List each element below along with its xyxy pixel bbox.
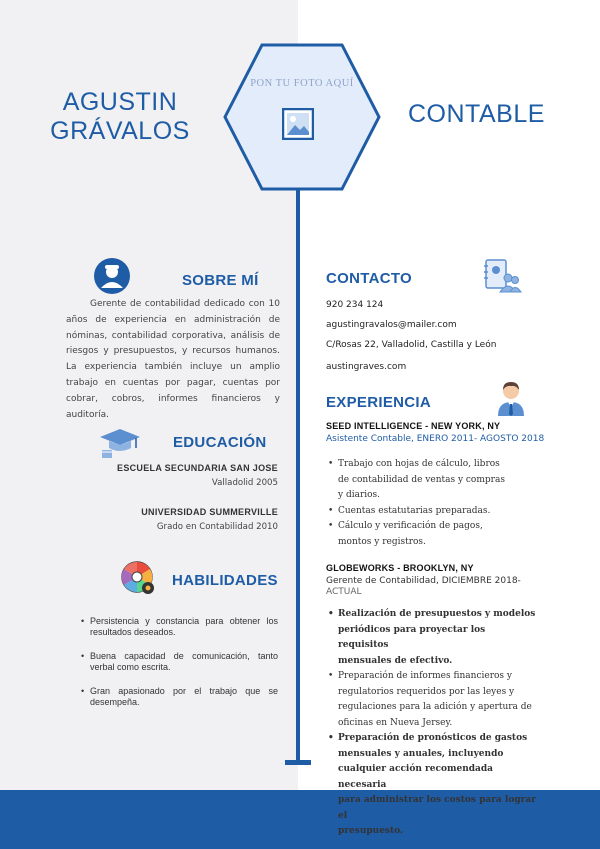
timeline-cap: [285, 760, 311, 765]
address-book-icon: [482, 258, 522, 294]
job-bullet: • Realización de presupuestos y modelos: [338, 607, 538, 623]
job-bullet-continuation: regulaciones para la adición y apertura de: [338, 702, 532, 712]
job-company: SEED INTELLIGENCE - NEW YORK, NY: [326, 421, 501, 431]
education-school: UNIVERSIDAD SUMMERVILLE: [141, 507, 278, 517]
name-line-1: AGUSTIN: [62, 88, 178, 116]
job-role-continuation: ACTUAL: [326, 587, 362, 597]
education-detail: Grado en Contabilidad 2010: [156, 522, 278, 532]
color-wheel-gear-icon: [120, 560, 156, 596]
job-role: Gerente de Contabilidad, DICIEMBRE 2018-: [326, 576, 521, 586]
job-bullet: • Preparación de pronósticos de gastos: [338, 731, 538, 747]
about-text: Gerente de contabilidad dedicado con 10 años de experiencia en administración de nóminas, contabilidad corporativa, análisis de riesgos y presupuestos, y recursos humanos. La experiencia también incluye un amplio trabajo en cuentas por pagar, cuentas por cobrar, cobros, informes financieros y auditoría.: [66, 299, 280, 420]
job-bullet: • Preparación de informes financieros y: [338, 669, 538, 685]
timeline-line: [296, 190, 300, 764]
about-heading: SOBRE MÍ: [182, 272, 259, 289]
skills-heading: HABILIDADES: [172, 572, 278, 589]
user-avatar-icon: [94, 258, 130, 294]
job-bullet: • Cuentas estatutarias preparadas.: [338, 504, 538, 520]
graduation-cap-icon: [98, 426, 142, 460]
contact-heading: CONTACTO: [326, 270, 413, 287]
education-entry: [80, 461, 278, 491]
businessman-icon: [496, 378, 526, 416]
skill-item: • Persistencia y constancia para obtener los resultados deseados.: [90, 616, 278, 638]
job-bullet-continuation: para administrar los costos para lograr el: [338, 795, 536, 821]
photo-placeholder-text: PON TU FOTO AQUÍ: [250, 78, 354, 89]
contact-website[interactable]: austingraves.com: [326, 362, 407, 372]
contact-email[interactable]: agustingravalos@mailer.com: [326, 320, 457, 330]
candidate-name: [40, 88, 200, 146]
education-entry: [80, 505, 278, 535]
job-bullet-continuation: oficinas en Nueva Jersey.: [338, 717, 453, 728]
job-company: GLOBEWORKS - BROOKLYN, NY: [326, 563, 474, 573]
skill-item: • Gran apasionado por el trabajo que se desempeña.: [90, 686, 278, 708]
education-detail: Valladolid 2005: [211, 478, 278, 488]
job-bullet-continuation: mensuales de efectivo.: [338, 655, 453, 666]
skill-item: • Buena capacidad de comunicación, tanto verbal como escrita.: [90, 651, 278, 673]
job-role: Asistente Contable, ENERO 2011- AGOSTO 2018: [326, 434, 545, 444]
job-bullet-continuation: y diarios.: [338, 490, 381, 500]
job-bullet-continuation: de contabilidad de ventas y compras: [338, 474, 505, 485]
job-bullet: • Trabajo con hojas de cálculo, libros: [338, 457, 538, 473]
job-bullet-continuation: mensuales y anuales, incluyendo: [338, 748, 504, 759]
job-bullet-continuation: periódicos para proyectar los requisitos: [338, 624, 486, 650]
job-bullet-continuation: regulatorios requeridos por las leyes y: [338, 686, 515, 697]
name-line-2: GRÁVALOS: [50, 117, 190, 145]
contact-address: C/Rosas 22, Valladolid, Castilla y León: [326, 340, 497, 350]
skills-list: [90, 616, 278, 721]
education-heading: EDUCACIÓN: [173, 434, 267, 451]
experience-heading: EXPERIENCIA: [326, 394, 431, 411]
job-bullet-list: [338, 607, 538, 840]
contact-phone[interactable]: 920 234 124: [326, 300, 384, 310]
job-title: CONTABLE: [408, 100, 545, 128]
education-school: ESCUELA SECUNDARIA SAN JOSE: [117, 463, 278, 473]
job-bullet: • Cálculo y verificación de pagos,: [338, 519, 538, 535]
job-bullet-continuation: cualquier acción recomendada necesaria: [338, 764, 494, 790]
job-bullet-continuation: presupuesto.: [338, 826, 404, 836]
job-bullet-continuation: montos y registros.: [338, 536, 426, 547]
image-placeholder-icon: [282, 108, 314, 140]
job-bullet-list: [338, 457, 538, 550]
